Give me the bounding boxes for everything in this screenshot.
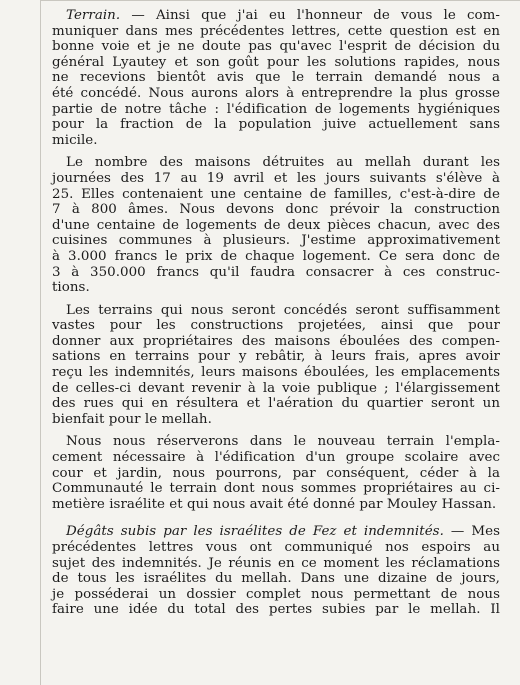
paragraph-terrains-concedes <box>52 303 500 428</box>
text-line: donner aux propriétaires des maisons éboulées des compen- <box>52 333 500 349</box>
text-line: de tous les israélites du mellah. Dans une dizaine de jours, <box>52 571 500 587</box>
paragraph-degats-indemnites <box>52 524 500 618</box>
page-border-top <box>40 0 520 1</box>
page-border-left <box>40 0 41 685</box>
text-line: reçu les indemnités, leurs maisons éboulées, les emplacements <box>52 365 500 381</box>
text-line: journées des 17 au 19 avril et les jours suivants s'élève à <box>52 170 500 186</box>
text-line: bienfait pour le mellah. <box>52 411 212 427</box>
text-line: sujet des indemnités. Je réunis en ce moment les réclamations <box>52 555 500 571</box>
text-line: muniquer dans mes précédentes lettres, cette question est en <box>52 23 500 39</box>
text-line: d'une centaine de logements de deux pièces chacun, avec des <box>52 217 500 233</box>
text-line: Les terrains qui nous seront concédés seront suffisamment <box>66 302 500 318</box>
text-line: Terrain. — Ainsi que j'ai eu l'honneur de vous le com- <box>66 8 500 23</box>
text-line: cement nécessaire à l'édification d'un groupe scolaire avec <box>52 450 500 466</box>
text-line: à 3.000 francs le prix de chaque logement. Ce sera donc de <box>52 248 500 264</box>
text-line: tions. <box>52 280 90 296</box>
text-line: Nous nous réserverons dans le nouveau terrain l'empla- <box>66 434 500 450</box>
text-line: faire une idée du total des pertes subies par le mellah. Il <box>52 602 500 618</box>
text-line: ne recevions bientôt avis que le terrain demandé nous a <box>52 70 500 86</box>
section-heading-degats: Dégâts subis par les israélites de Fez et indemnités. <box>66 524 444 540</box>
text-line: sations en terrains pour y rebâtir, à leurs frais, apres avoir <box>52 349 500 365</box>
section-heading-terrain: Terrain. <box>66 8 121 23</box>
text-line: micile. <box>52 132 98 148</box>
text-line: pour la fraction de la population juive actuellement sans <box>52 117 500 133</box>
text-line: vastes pour les constructions projetées, ainsi que pour <box>52 318 500 334</box>
paragraph-terrain <box>52 8 500 148</box>
text-line: cuisines communes à plusieurs. J'estime approximativement <box>52 233 500 249</box>
paragraph-maisons-detruites <box>52 155 500 295</box>
text-line: partie de notre tâche : l'édification de logements hygiéniques <box>52 101 500 117</box>
text-line: je posséderai un dossier complet nous permettant de nous <box>52 586 500 602</box>
text-line: 7 à 800 âmes. Nous devons donc prévoir la construction <box>52 202 500 218</box>
text-line: 3 à 350.000 francs qu'il faudra consacrer à ces construc- <box>52 264 500 280</box>
text-line: metière israélite et qui nous avait été donné par Mouley Hassan. <box>52 496 497 512</box>
paragraph-groupe-scolaire <box>52 434 500 512</box>
text-line: bonne voie et je ne doute pas qu'avec l'esprit de décision du <box>52 39 500 55</box>
text-line: précédentes lettres vous ont communiqué nos espoirs au <box>52 540 500 555</box>
text-line: 25. Elles contenaient une centaine de familles, c'est-à-dire de <box>52 186 500 202</box>
text-line: Le nombre des maisons détruites au mellah durant les <box>66 155 500 171</box>
text-line: général Lyautey et son goût pour les solutions rapides, nous <box>52 54 500 70</box>
text-line: été concédé. Nous aurons alors à entreprendre la plus grosse <box>52 85 500 101</box>
text-line: Communauté le terrain dont nous sommes propriétaires au ci- <box>52 481 500 497</box>
text-line: Dégâts subis par les israélites de Fez et indemnités. — Mes <box>66 524 500 540</box>
text-line: cour et jardin, nous pourrons, par conséquent, céder à la <box>52 465 500 481</box>
text-line: de celles-ci devant revenir à la voie publique ; l'élargissement <box>52 380 500 396</box>
text-line: des rues qui en résultera et l'aération du quartier seront un <box>52 396 500 412</box>
